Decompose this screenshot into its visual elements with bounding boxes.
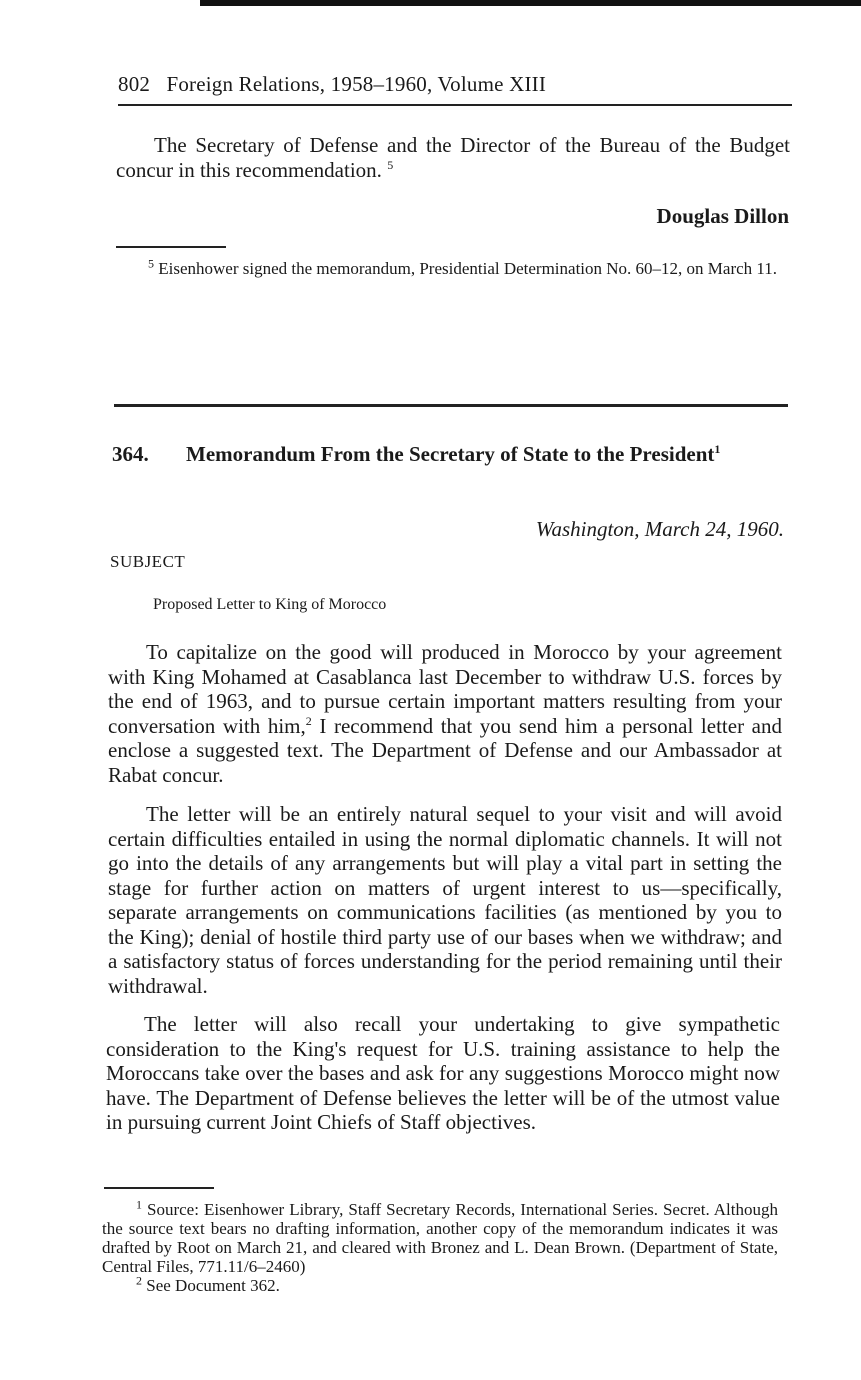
footnote-2-text: See Document 362. xyxy=(146,1276,280,1295)
title-footnote-ref: 1 xyxy=(714,442,721,456)
footnote-ref-5: 5 xyxy=(387,157,394,172)
subject-text: Proposed Letter to King of Morocco xyxy=(153,596,387,613)
footnote-5 xyxy=(114,256,788,278)
footnote-ref-2: 2 xyxy=(305,713,312,728)
para-1-text-a: To capitalize on the good will produced in Morocco by your agreement with King Mohamed at Casablanca last December to withdraw U.S. forces by the end of 1963, and to pursue certain important matters resulting from your conversation with him, xyxy=(108,640,782,738)
para-1-text-b: I recommend that you send him a personal letter and enclose a suggested text. The Department of Defense and our Ambassador at Rabat concur. xyxy=(108,713,782,787)
body-paragraph-2 xyxy=(108,802,782,998)
document-number: 364. xyxy=(112,442,149,466)
header-rule xyxy=(118,104,792,106)
section-rule xyxy=(114,404,788,407)
footnote-5-text: Eisenhower signed the memorandum, Presidential Determination No. 60–12, on March 11. xyxy=(158,259,778,278)
body-paragraph-3 xyxy=(106,1012,780,1135)
footnote-rule-top xyxy=(116,246,226,248)
body-paragraph-1 xyxy=(108,640,782,787)
footnote-1-text: Source: Eisenhower Library, Staff Secretary Records, International Series. Secret. Although the source text bears no drafting information, another copy of the memorandum indicates it was drafted by Root on March 21, and cleared with Bronez and L. Dean Brown. (Department of State, Central Files, 771.11/6–2460) xyxy=(102,1200,778,1276)
para-3-text: The letter will also recall your undertaking to give sympathetic consideration to the King's request for U.S. training assistance to help the Moroccans take over the bases and ask for any suggestions Morocco might now have. The Department of Defense believes the letter will be of the utmost value in pursuing current Joint Chiefs of Staff objectives. xyxy=(106,1012,780,1134)
signature: Douglas Dillon xyxy=(656,204,789,228)
footnote-1 xyxy=(102,1197,778,1276)
running-title: Foreign Relations, 1958–1960, Volume XIII xyxy=(166,72,547,96)
footnote-5-marker: 5 xyxy=(148,256,154,271)
document-title: Memorandum From the Secretary of State to the President xyxy=(186,442,715,466)
running-header xyxy=(118,72,790,97)
subject-label: SUBJECT xyxy=(110,552,186,571)
footnote-rule-bottom xyxy=(104,1187,214,1189)
footnote-1-marker: 1 xyxy=(136,1197,142,1212)
dateline: Washington, March 24, 1960. xyxy=(535,517,784,541)
document-heading xyxy=(112,442,802,467)
scan-edge-bar xyxy=(200,0,861,6)
top-paragraph-text: The Secretary of Defense and the Director of the Bureau of the Budget concur in this recommendation. xyxy=(116,133,790,182)
top-paragraph xyxy=(116,133,790,182)
para-2-text: The letter will be an entirely natural sequel to your visit and will avoid certain difficulties entailed in using the normal diplomatic channels. It will not go into the details of any arrangements but will play a vital part in setting the stage for further action on matters of urgent interest to us—specifically, separate arrangements on communications facilities (as mentioned by you to the King); denial of hostile third party use of our bases when we withdraw; and a satisfactory status of forces understanding for the period remaining until their withdrawal. xyxy=(108,802,782,998)
footnote-2 xyxy=(102,1273,778,1295)
page-number: 802 xyxy=(118,72,151,96)
footnote-2-marker: 2 xyxy=(136,1273,142,1288)
